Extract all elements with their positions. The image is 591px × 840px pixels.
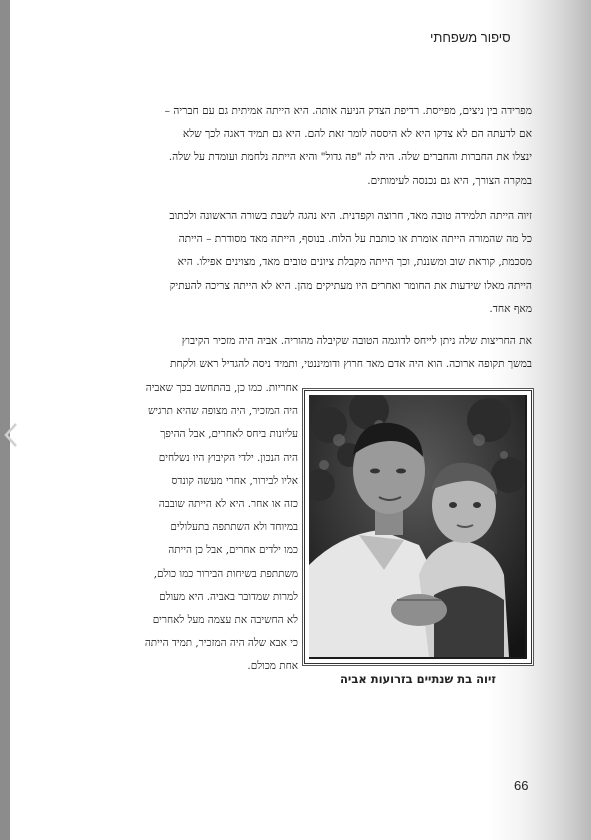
paragraph-line: אחת מכולם. [247, 660, 298, 673]
family-photo [309, 395, 527, 659]
paragraph-line: הייתה מאלו שידעות את החומר ואחרים היו מעתיקים מהן. היא לא הייתה צריכה להעתיק [169, 279, 532, 292]
paragraph-line: מסכמת, קוראת שוב ומשננת, וכך הייתה מקבלת ציונים טובים מאד, מצוינים אפילו. היא [177, 256, 532, 269]
paragraph-2 [86, 205, 532, 321]
paragraph-3-wrapped [86, 377, 298, 679]
paragraph-line: עליונות ביחס לאחרים, אבל ההיפך [160, 428, 298, 441]
paragraph-line: מאף אחד. [489, 302, 532, 315]
page-header: סיפור משפחתי [430, 30, 511, 45]
paragraph-line: היה המזכיר, היה מצופה שהיא תרגיש [147, 405, 298, 418]
paragraph-line: במשך תקופה ארוכה. הוא היה אדם מאד חרוץ ודומיננטי, ותמיד ניסה להגדיל ראש ולקחת [169, 358, 532, 371]
chevron-left-icon[interactable] [0, 420, 30, 450]
paragraph-line: משתתפת בשיחות הבירור כמו כולם, [153, 567, 298, 580]
photo-frame [304, 390, 532, 664]
paragraph-line: כי אבא שלה היה המזכיר, תמיד הייתה [144, 637, 298, 650]
paragraph-line: כזה או אחר. היא לא הייתה שובבה [158, 498, 298, 511]
paragraph-line: זיוה הייתה תלמידה טובה מאד, חרוצה וקפדנית. היא נהגה לשבת בשורה הראשונה ולכתוב [169, 210, 532, 222]
paragraph-line: במיוחד ולא השתתפה בתעלולים [170, 521, 298, 534]
paragraph-1 [86, 100, 532, 193]
paragraph-line: את החריצות שלה ניתן לייחס לדוגמה הטובה שקיבלה מהוריה. אביה היה מזכיר הקיבוץ [181, 335, 532, 347]
paragraph-line: מפרידה בין ניצים, מפייסת. רדיפת הצדק הניעה אותה. היא הייתה אמיתית גם עם חבריה – [164, 105, 532, 117]
photo-illustration [309, 395, 525, 657]
paragraph-line: כמו ילדים אחרים, אבל כן הייתה [168, 544, 298, 557]
paragraph-line: למרות שמדובר באביה. היא מעולם [159, 590, 298, 603]
page-number: 66 [514, 778, 529, 793]
paragraph-3 [86, 330, 532, 376]
paragraph-line: במקרה הצורך, היא גם נכנסה לעימותים. [367, 174, 532, 187]
paragraph-line: ינצלו את החברות והחברים שלה. היה לה "פה גדול" והיא הייתה נלחמת ועומדת על שלה. [168, 151, 532, 164]
photo-caption: זיוה בת שנתיים בזרועות אביה [340, 672, 496, 686]
paragraph-line: כל מה שהמורה הייתה אומרת או כותבת על הלוח. בנוסף, הייתה מאד מסודרת – הייתה [178, 233, 532, 246]
paragraph-line: היה הנכון. ילדי הקיבוץ היו נשלחים [158, 451, 298, 464]
paragraph-line: לא החשיבה את עצמה מעל לאחרים [152, 614, 298, 627]
paragraph-line: אם לדעתה הם לא צדקו היא לא היססה לומר זאת להם. היא גם תמיד דאגה לכך שלא [182, 128, 532, 141]
paragraph-line: אחריות. כמו כן, בהתחשב בכך שאביה [145, 382, 298, 394]
paragraph-line: אליו לבירור, אחרי מעשה קונדס [171, 474, 298, 487]
document-page [10, 0, 591, 840]
